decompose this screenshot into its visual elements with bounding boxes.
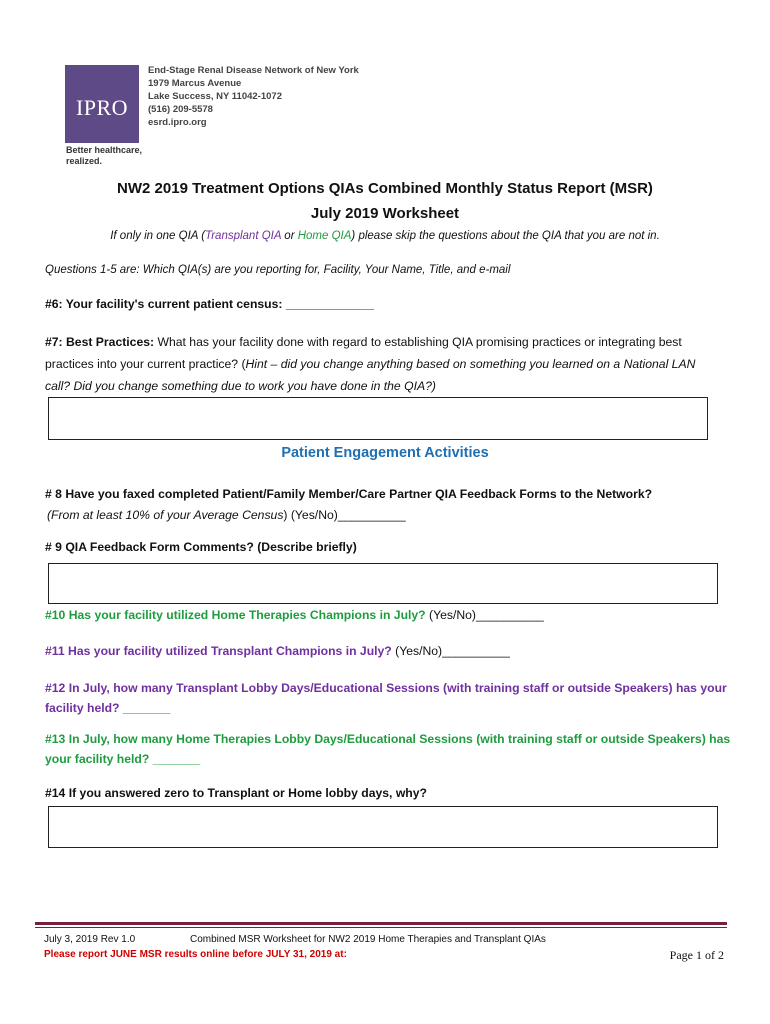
question-8: # 8 Have you faxed completed Patient/Family Member/Care Partner QIA Feedback Forms to the Network? (From at least 10% of your Average Census) (Yes/No)__________	[45, 487, 653, 522]
footer-rule-thin	[35, 927, 727, 928]
footer-notice: Please report JUNE MSR results online before JULY 31, 2019 at:	[44, 949, 347, 960]
question-12: #12 In July, how many Transplant Lobby Days/Educational Sessions (with training staff or outside Speakers) has your facility held? _______	[45, 681, 727, 715]
ipro-logo	[65, 65, 139, 143]
page-subtitle: July 2019 Worksheet	[310, 205, 460, 222]
section-heading: Patient Engagement Activities	[281, 445, 489, 461]
network-address: End-Stage Renal Disease Network of New York 1979 Marcus Avenue Lake Success, NY 11042-1072 (516) 209-5578 esrd.ipro.org	[148, 65, 359, 128]
logo-text: IPRO	[75, 95, 129, 120]
lobby-days-answer-box[interactable]	[48, 806, 718, 848]
question-9: # 9 QIA Feedback Form Comments? (Describe briefly)	[45, 540, 357, 554]
page-title: NW2 2019 Treatment Options QIAs Combined Monthly Status Report (MSR)	[117, 180, 653, 197]
question-11: #11 Has your facility utilized Transplant Champions in July? (Yes/No)__________	[45, 644, 510, 658]
question-7: #7: Best Practices: What has your facility done with regard to establishing QIA promising practices or integrating best practices into your current practice? (Hint – did you change anything based on something you learned on a National LAN call? Did you change something due to work you have done in the QIA?)	[45, 335, 696, 393]
question-6: #6: Your facility's current patient census: _____________	[45, 297, 374, 311]
footer-rule	[35, 922, 727, 925]
questions-intro: Questions 1-5 are: Which QIA(s) are you reporting for, Facility, Your Name, Title, and e-mail	[45, 264, 511, 276]
question-10: #10 Has your facility utilized Home Therapies Champions in July? (Yes/No)__________	[45, 608, 544, 622]
best-practices-answer-box[interactable]	[48, 397, 708, 440]
footer-doc-name: Combined MSR Worksheet for NW2 2019 Home Therapies and Transplant QIAs	[190, 934, 546, 945]
feedback-comments-box[interactable]	[48, 563, 718, 604]
instruction: If only in one QIA (Transplant QIA or Home QIA) please skip the questions about the QIA that you are not in.	[110, 230, 660, 242]
question-14: #14 If you answered zero to Transplant or Home lobby days, why?	[45, 786, 427, 800]
footer-date: July 3, 2019 Rev 1.0	[44, 934, 136, 945]
question-13: #13 In July, how many Home Therapies Lobby Days/Educational Sessions (with training staff or outside Speakers) has your facility held? _______	[45, 732, 731, 766]
tagline: Better healthcare, realized.	[66, 145, 143, 166]
page-number: Page 1 of 2	[669, 948, 724, 962]
